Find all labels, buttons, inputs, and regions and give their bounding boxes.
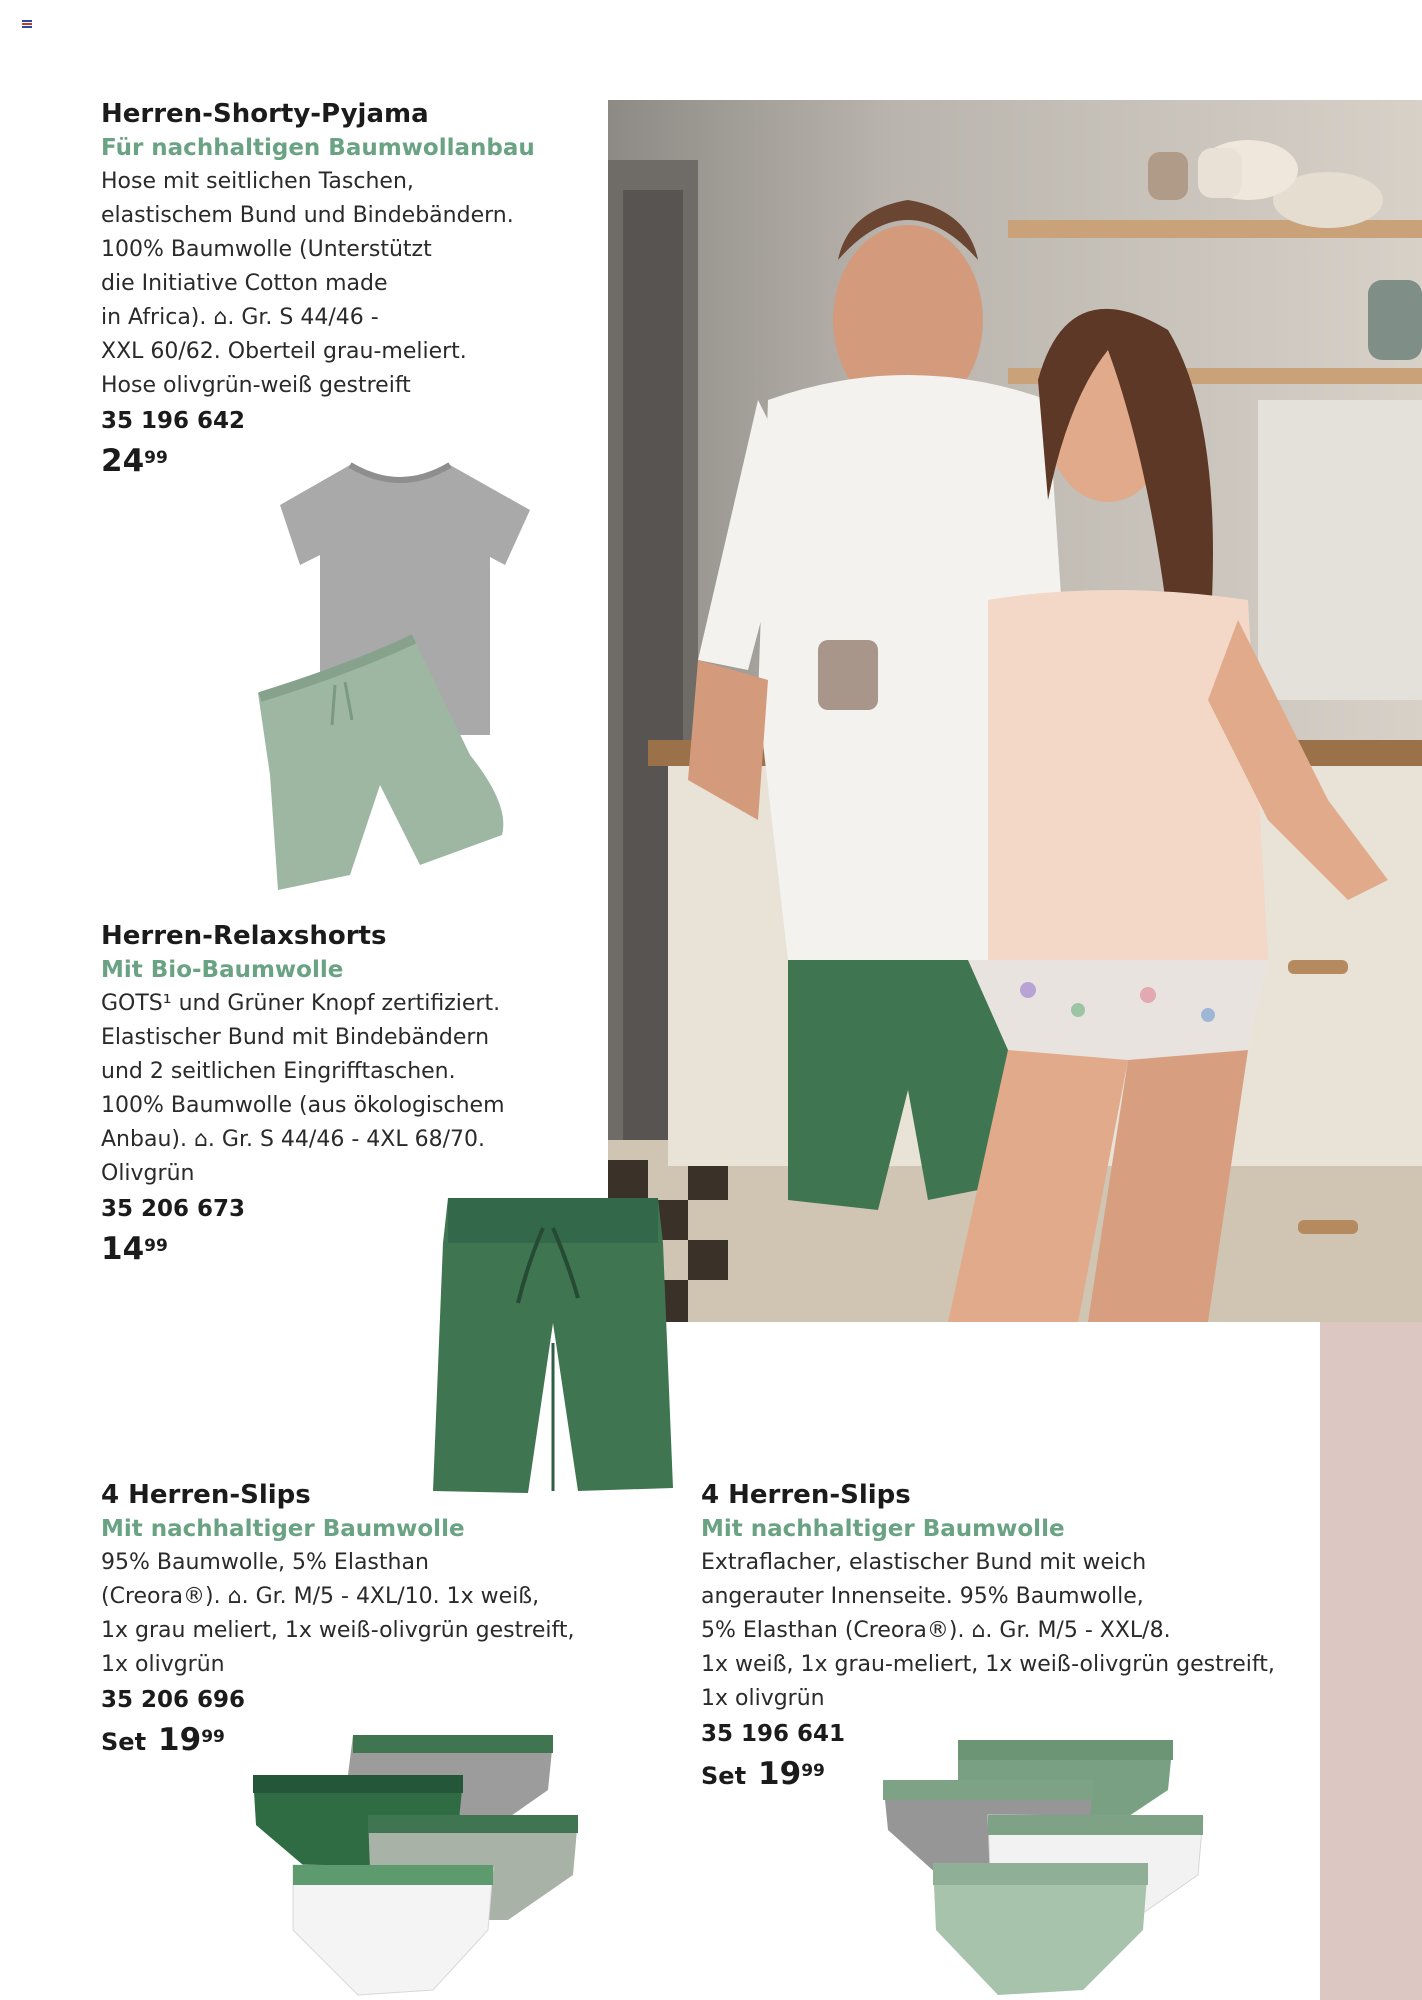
product-subtitle: Mit nachhaltiger Baumwolle — [101, 1516, 465, 1542]
product-price: Set $19^{99}$ — [101, 1722, 225, 1758]
hamburger-menu-icon[interactable] — [22, 20, 32, 28]
product-shorty-pyjama — [101, 97, 601, 479]
product-title: 4 Herren-Slips — [101, 1480, 311, 1510]
product-price: $14^{99}$ — [101, 1231, 168, 1267]
washing-symbol-icon: ⌂ — [213, 305, 228, 330]
product-price: $24^{99}$ — [101, 443, 168, 479]
washing-symbol-icon: ⌂ — [193, 1127, 208, 1152]
green-shorts-illustration — [428, 1193, 678, 1498]
product-description: Extraflacher, elastischer Bund mit weich angerauter Innenseite. 95% Baumwolle, 5% Elasthan (Creora®). ⌂. Gr. M/5 - XXL/8. 1x weiß, 1x grau-meliert, 1x weiß-olivgrün gestreift, 1x olivgrün — [701, 1550, 1275, 1711]
product-description: 95% Baumwolle, 5% Elasthan (Creora®). ⌂. Gr. M/5 - 4XL/10. 1x weiß, 1x grau meliert, 1x weiß-olivgrün gestreift, 1x olivgrün — [101, 1550, 575, 1677]
product-price: Set $19^{99}$ — [701, 1756, 825, 1792]
product-description: Hose mit seitlichen Taschen, elastischem Bund und Bindebändern. 100% Baumwolle (Unterstützt die Initiative Cotton made in Africa). ⌂. Gr. S 44/46 - XXL 60/62. Oberteil grau-meliert. Hose olivgrün-weiß gestreift — [101, 169, 514, 398]
product-sku: 35 206 673 — [101, 1196, 246, 1222]
couple-in-kitchen-photo — [608, 100, 1422, 1322]
product-subtitle: Für nachhaltigen Baumwollanbau — [101, 135, 535, 161]
product-subtitle: Mit Bio-Baumwolle — [101, 957, 344, 983]
product-sku: 35 196 642 — [101, 408, 246, 434]
pyjama-illustration — [240, 435, 560, 895]
product-title: Herren-Shorty-Pyjama — [101, 99, 429, 129]
product-title: 4 Herren-Slips — [701, 1480, 911, 1510]
product-description: GOTS¹ und Grüner Knopf zertifiziert. Elastischer Bund mit Bindebändern und 2 seitlichen Eingrifftaschen. 100% Baumwolle (aus ökologischem Anbau). ⌂. Gr. S 44/46 - 4XL 68/70. Olivgrün — [101, 991, 505, 1186]
product-subtitle: Mit nachhaltiger Baumwolle — [701, 1516, 1065, 1542]
product-title: Herren-Relaxshorts — [101, 921, 387, 951]
briefs-set-right-illustration — [878, 1735, 1218, 2000]
product-slips-left — [101, 1478, 641, 1758]
product-sku: 35 196 641 — [701, 1721, 846, 1747]
product-sku: 35 206 696 — [101, 1687, 246, 1713]
washing-symbol-icon: ⌂ — [971, 1618, 986, 1643]
washing-symbol-icon: ⌂ — [227, 1584, 242, 1609]
briefs-set-left-illustration — [248, 1730, 588, 2000]
